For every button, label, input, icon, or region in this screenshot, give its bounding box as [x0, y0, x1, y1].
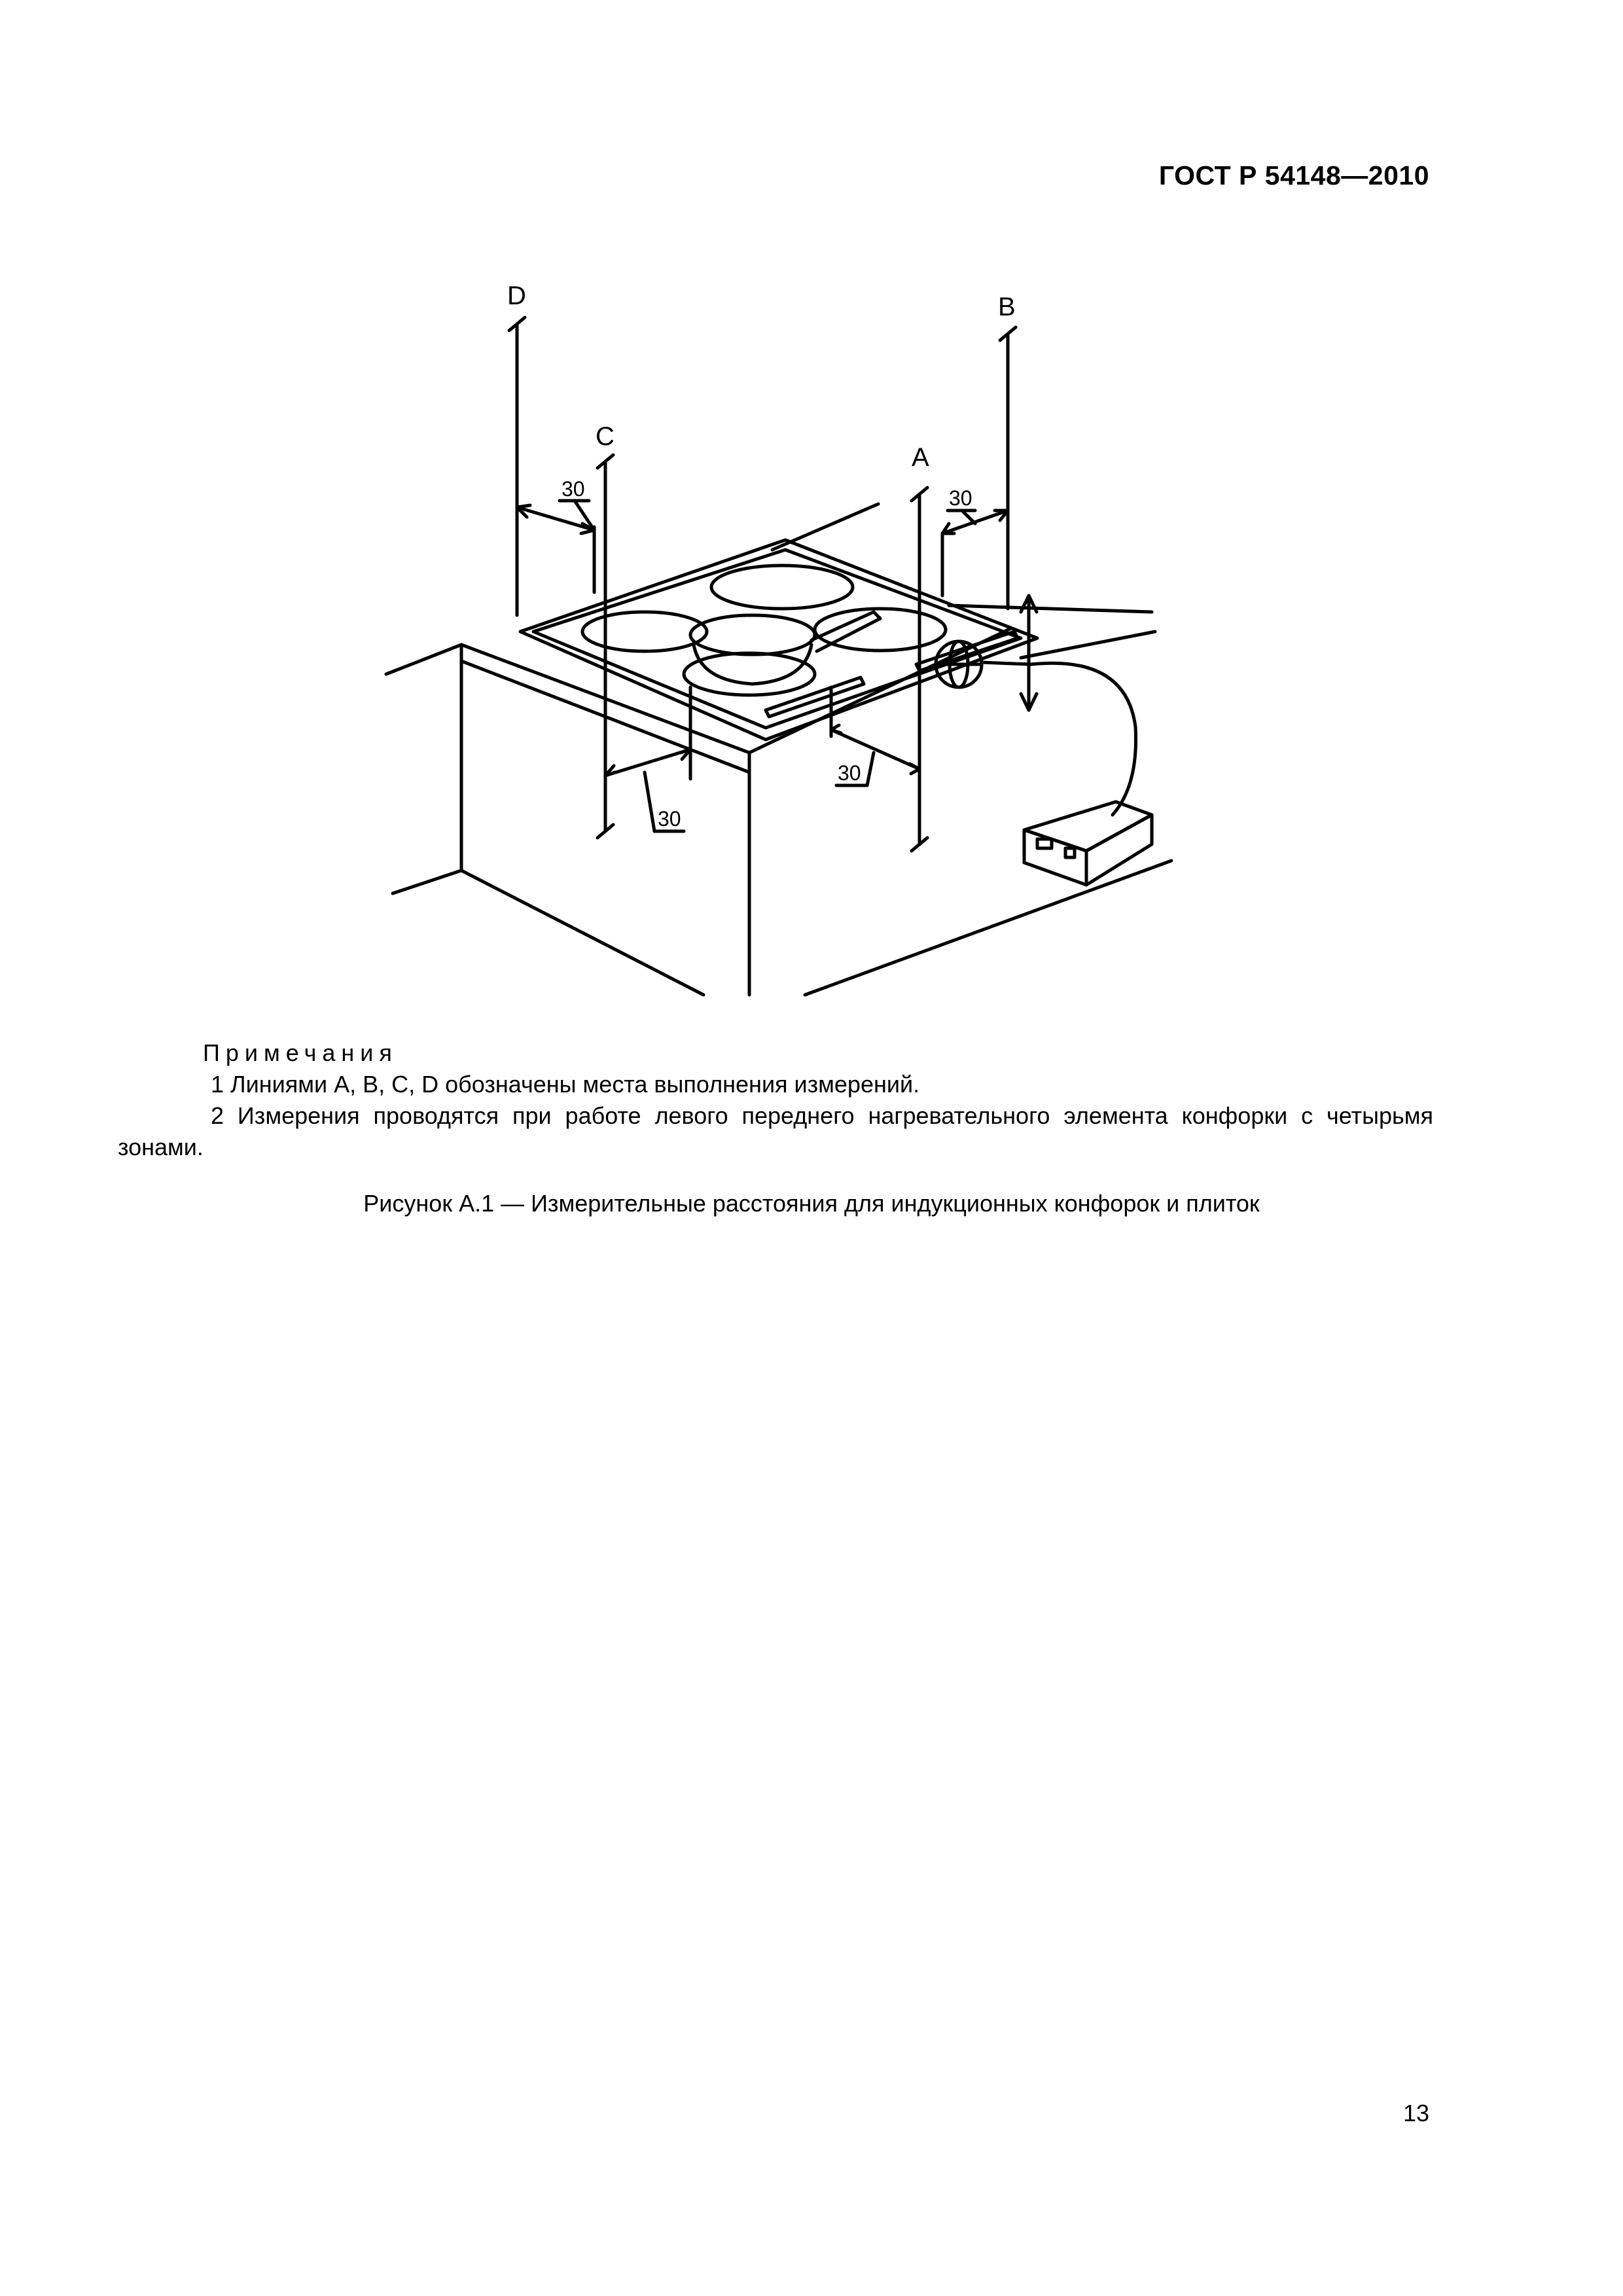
dimension-label-b: 30: [949, 486, 972, 510]
line-label-b: B: [998, 293, 1016, 321]
note-item-2-continuation: зонами.: [118, 1134, 204, 1160]
cabinet-top-edge: [461, 628, 1011, 753]
notes-block: [118, 1037, 1433, 1163]
probe-rod: [982, 662, 1031, 664]
device-front: [1024, 830, 1086, 885]
pot-rim: [690, 615, 815, 655]
floor-left-line: [393, 870, 461, 893]
back-wall-line: [772, 504, 878, 550]
probe-cable: [1031, 663, 1136, 815]
cooking-zone-front: [684, 653, 815, 695]
dimension-label-d: 30: [562, 477, 585, 501]
back-wall-right-line: [949, 605, 1152, 612]
figure-induction-hob-drawing: [0, 0, 1623, 1021]
dimension-label-c: 30: [658, 807, 681, 831]
line-label-d: D: [507, 281, 526, 310]
document-code-header: ГОСТ Р 54148—2010: [1158, 160, 1429, 190]
figure-caption: Рисунок А.1 — Измерительные расстояния для индукционных конфорок и плиток: [363, 1190, 1260, 1217]
note-item-1: 1 Линиями A, B, C, D обозначены места выполнения измерений.: [211, 1071, 920, 1098]
cooking-zone-left: [582, 612, 707, 651]
line-label-a: A: [912, 443, 929, 472]
counter-top-left-line: [386, 645, 461, 674]
notes-title: Примечания: [203, 1039, 398, 1066]
page-number: 13: [1402, 2100, 1429, 2126]
counter-right-line: [1021, 632, 1155, 658]
note-item-2: 2 Измерения проводятся при работе левого переднего нагревательного элемента конфорки с четырьмя: [211, 1102, 1433, 1129]
pot-handle: [812, 612, 880, 651]
hob-outer: [520, 540, 1037, 740]
cooking-zone-back: [711, 565, 853, 609]
device-side: [1086, 815, 1152, 885]
cabinet-bottom-left: [461, 870, 704, 995]
line-label-c: C: [596, 422, 615, 451]
floor-right-line: [805, 861, 1171, 995]
dimension-label-a: 30: [838, 761, 861, 785]
